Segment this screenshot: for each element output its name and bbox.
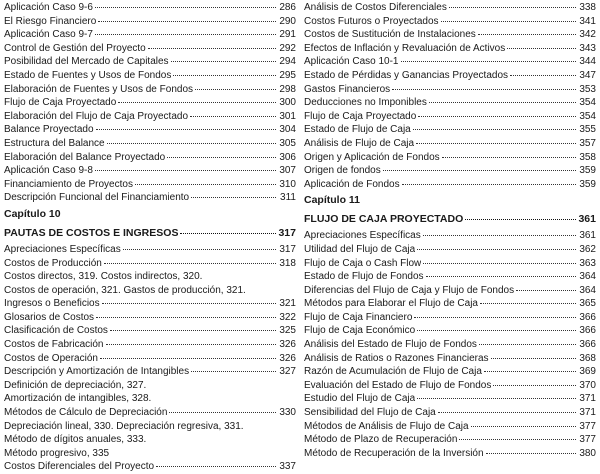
toc-entry-page: 321 xyxy=(279,298,296,310)
dot-leader xyxy=(493,385,576,386)
dot-leader xyxy=(195,89,276,90)
toc-entry xyxy=(4,164,296,178)
dot-leader xyxy=(478,34,576,35)
toc-entry-text: Razón de Acumulación de Flujo de Caja xyxy=(304,366,482,378)
toc-entry-page: 377 xyxy=(579,434,596,446)
dot-leader xyxy=(96,129,276,130)
toc-entry-page: 366 xyxy=(579,325,596,337)
toc-entry-text: Estado de Flujo de Caja xyxy=(304,124,411,136)
toc-entry-text: Posibilidad del Mercado de Capitales xyxy=(4,56,169,68)
dot-leader xyxy=(480,303,576,304)
toc-entry-text: Análisis de Costos Diferenciales xyxy=(304,2,447,13)
toc-entry xyxy=(304,297,596,311)
toc-entry xyxy=(304,15,596,29)
toc-entry-text: Financiamiento de Proyectos xyxy=(4,178,133,190)
dot-leader xyxy=(110,330,276,331)
chapter-number-text: Capítulo 10 xyxy=(4,207,61,220)
toc-entry xyxy=(4,55,296,69)
toc-entry-page: 342 xyxy=(579,29,596,41)
toc-entry-text: Clasificación de Costos xyxy=(4,325,108,337)
toc-entry-text: Flujo de Caja Financiero xyxy=(304,311,413,323)
toc-entry-text: Costos de Producción xyxy=(4,257,102,269)
toc-entry xyxy=(304,123,596,137)
toc-entry-page: 325 xyxy=(279,325,296,337)
dot-leader xyxy=(401,61,577,62)
toc-entry-text: Control de Gestión del Proyecto xyxy=(4,42,146,54)
toc-entry xyxy=(4,379,296,393)
toc-entry-text: El Riesgo Financiero xyxy=(4,15,97,27)
toc-entry xyxy=(4,420,296,434)
dot-leader xyxy=(95,7,276,8)
dot-leader xyxy=(441,21,576,22)
toc-entry-page: 366 xyxy=(579,311,596,323)
toc-entry xyxy=(304,243,596,257)
toc-entry-text: FLUJO DE CAJA PROYECTADO xyxy=(304,213,464,226)
toc-entry xyxy=(304,406,596,420)
toc-entry-page: 292 xyxy=(279,42,296,54)
toc-entry-page: 291 xyxy=(279,29,296,41)
dot-leader xyxy=(471,426,576,427)
toc-entry xyxy=(304,229,596,243)
toc-entry-text: Elaboración del Balance Proyectado xyxy=(4,151,166,163)
toc-entry-text: Apreciaciones Específicas xyxy=(4,243,121,255)
toc-entry xyxy=(4,151,296,165)
toc-entry-text: Descripción Funcional del Financiamiento xyxy=(4,192,190,204)
toc-right-column xyxy=(304,1,596,460)
dot-leader xyxy=(417,249,576,250)
toc-entry-page: 294 xyxy=(279,56,296,68)
toc-entry xyxy=(304,447,596,461)
toc-entry-text: Aplicación de Fondos xyxy=(304,178,400,190)
toc-entry xyxy=(4,178,296,192)
toc-entry xyxy=(4,311,296,325)
dot-leader xyxy=(459,439,576,440)
toc-entry xyxy=(4,284,296,298)
toc-entry-text: Costos de operación, 321. Gastos de producción, 321. xyxy=(4,284,246,296)
dot-leader xyxy=(416,143,576,144)
toc-entry-page: 304 xyxy=(279,124,296,136)
dot-leader xyxy=(95,34,276,35)
toc-entry xyxy=(304,96,596,110)
dot-leader xyxy=(426,276,576,277)
toc-entry-page: 326 xyxy=(279,352,296,364)
dot-leader xyxy=(479,344,576,345)
toc-entry xyxy=(304,284,596,298)
toc-entry-page: 290 xyxy=(279,15,296,27)
toc-entry-text: PAUTAS DE COSTOS E INGRESOS xyxy=(4,226,179,239)
toc-entry-text: Estado de Flujo de Fondos xyxy=(304,271,424,283)
dot-leader xyxy=(484,371,576,372)
toc-entry-text: Análisis del Estado de Flujo de Fondos xyxy=(304,339,477,351)
dot-leader xyxy=(100,358,276,359)
toc-entry-text: Utilidad del Flujo de Caja xyxy=(304,243,416,255)
toc-entry-page: 337 xyxy=(279,461,296,473)
toc-entry-text: Método de Plazo de Recuperación xyxy=(304,434,458,446)
toc-entry-page: 295 xyxy=(279,69,296,81)
toc-entry xyxy=(4,270,296,284)
toc-entry-text: Balance Proyectado xyxy=(4,124,94,136)
toc-entry xyxy=(304,164,596,178)
toc-entry-text: Métodos para Elaborar el Flujo de Caja xyxy=(304,298,478,310)
dot-leader xyxy=(417,398,576,399)
dot-leader xyxy=(171,61,276,62)
toc-entry xyxy=(304,83,596,97)
dot-leader xyxy=(123,249,276,250)
toc-entry-page: 305 xyxy=(279,137,296,149)
dot-leader xyxy=(423,235,576,236)
dot-leader xyxy=(98,21,276,22)
dot-leader xyxy=(510,75,576,76)
dot-leader xyxy=(491,358,576,359)
toc-entry-page: 310 xyxy=(279,178,296,190)
toc-entry-text: Costos de Fabricación xyxy=(4,339,104,351)
toc-entry xyxy=(304,379,596,393)
toc-entry xyxy=(4,69,296,83)
toc-entry-text: Evaluación del Estado de Flujo de Fondos xyxy=(304,379,492,391)
toc-entry-page: 330 xyxy=(279,407,296,419)
toc-entry xyxy=(304,110,596,124)
toc-entry xyxy=(4,365,296,379)
toc-entry-text: Sensibilidad del Flujo de Caja xyxy=(304,407,436,419)
toc-entry-page: 358 xyxy=(579,151,596,163)
toc-entry-page: 286 xyxy=(279,2,296,13)
toc-entry-text: Costos Futuros o Proyectados xyxy=(304,15,439,27)
toc-entry-text: Costos Diferenciales del Proyecto xyxy=(4,461,155,473)
toc-entry xyxy=(4,447,296,461)
toc-entry-text: Estado de Fuentes y Usos de Fondos xyxy=(4,69,172,81)
toc-entry-page: 341 xyxy=(579,15,596,27)
toc-entry xyxy=(304,257,596,271)
toc-entry-page: 354 xyxy=(579,97,596,109)
toc-entry-page: 301 xyxy=(279,110,296,122)
toc-entry xyxy=(4,243,296,257)
toc-entry-text: Aplicación Caso 9-6 xyxy=(4,2,93,13)
toc-entry-page: 344 xyxy=(579,56,596,68)
toc-entry-page: 311 xyxy=(280,192,296,204)
toc-entry xyxy=(304,42,596,56)
toc-entry-text: Glosarios de Costos xyxy=(4,311,95,323)
toc-entry-text: Elaboración del Flujo de Caja Proyectado xyxy=(4,110,188,122)
toc-entry xyxy=(304,270,596,284)
toc-entry-page: 361 xyxy=(578,213,596,226)
toc-entry xyxy=(4,338,296,352)
dot-leader xyxy=(191,371,276,372)
toc-entry xyxy=(4,83,296,97)
dot-leader xyxy=(190,116,276,117)
toc-entry xyxy=(304,420,596,434)
toc-entry xyxy=(304,55,596,69)
dot-leader xyxy=(486,453,576,454)
dot-leader xyxy=(429,102,576,103)
toc-entry-text: Origen de fondos xyxy=(304,165,381,177)
dot-leader xyxy=(438,412,576,413)
toc-entry-page: 317 xyxy=(278,226,296,239)
toc-entry-page: 353 xyxy=(579,83,596,95)
toc-entry-text: Estructura del Balance xyxy=(4,137,105,149)
toc-entry-text: Definición de depreciación, 327. xyxy=(4,379,147,391)
toc-entry-text: Amortización de intangibles, 328. xyxy=(4,393,152,405)
dot-leader xyxy=(465,219,576,220)
toc-entry-text: Origen y Aplicación de Fondos xyxy=(304,151,440,163)
toc-entry-text: Descripción y Amortización de Intangibles xyxy=(4,366,190,378)
toc-entry xyxy=(304,178,596,192)
toc-entry xyxy=(4,297,296,311)
dot-leader xyxy=(392,89,576,90)
dot-leader xyxy=(96,317,276,318)
toc-entry-text: Flujo de Caja Proyectado xyxy=(4,97,117,109)
toc-entry-text: Métodos de Cálculo de Depreciación xyxy=(4,407,168,419)
toc-entry-text: Aplicación Caso 10-1 xyxy=(304,56,399,68)
toc-left-column xyxy=(4,1,296,474)
toc-entry xyxy=(304,137,596,151)
toc-entry xyxy=(304,69,596,83)
toc-entry-text: Costos de Sustitución de Instalaciones xyxy=(304,29,476,41)
toc-entry xyxy=(4,110,296,124)
toc-entry xyxy=(4,42,296,56)
toc-entry-page: 366 xyxy=(579,339,596,351)
dot-leader xyxy=(106,344,277,345)
toc-entry-text: Aplicación Caso 9-8 xyxy=(4,165,93,177)
toc-entry xyxy=(4,96,296,110)
dot-leader xyxy=(156,466,276,467)
toc-entry xyxy=(304,392,596,406)
toc-entry xyxy=(4,392,296,406)
toc-entry-page: 327 xyxy=(279,366,296,378)
toc-entry-page: 361 xyxy=(579,230,596,242)
toc-entry-text: Elaboración de Fuentes y Usos de Fondos xyxy=(4,83,193,95)
chapter-number xyxy=(304,193,596,208)
toc-entry xyxy=(304,433,596,447)
chapter-number-text: Capítulo 11 xyxy=(304,194,361,207)
toc-entry-text: Aplicación Caso 9-7 xyxy=(4,29,93,41)
dot-leader xyxy=(95,170,276,171)
dot-leader xyxy=(402,184,576,185)
toc-entry-text: Flujo de Caja Proyectado xyxy=(304,110,417,122)
toc-entry-page: 307 xyxy=(279,165,296,177)
dot-leader xyxy=(173,75,276,76)
toc-entry-page: 343 xyxy=(579,42,596,54)
toc-entry-page: 371 xyxy=(579,407,596,419)
dot-leader xyxy=(516,290,576,291)
toc-entry xyxy=(304,352,596,366)
dot-leader xyxy=(180,233,276,234)
toc-entry-page: 363 xyxy=(579,257,596,269)
toc-entry xyxy=(4,28,296,42)
toc-entry-page: 359 xyxy=(579,165,596,177)
toc-entry-page: 377 xyxy=(579,420,596,432)
toc-entry-page: 322 xyxy=(279,311,296,323)
toc-entry-page: 357 xyxy=(579,137,596,149)
chapter-title xyxy=(304,211,596,227)
toc-entry-text: Depreciación lineal, 330. Depreciación regresiva, 331. xyxy=(4,420,244,432)
dot-leader xyxy=(449,7,576,8)
toc-entry-text: Costos de Operación xyxy=(4,352,98,364)
toc-entry-text: Método progresivo, 335 xyxy=(4,447,110,459)
toc-entry-text: Análisis de Ratios o Razones Financieras xyxy=(304,352,489,364)
chapter-title xyxy=(4,225,296,241)
dot-leader xyxy=(148,48,276,49)
toc-entry-page: 354 xyxy=(579,110,596,122)
dot-leader xyxy=(383,170,576,171)
toc-entry-page: 347 xyxy=(579,69,596,81)
toc-entry-page: 370 xyxy=(579,379,596,391)
toc-entry-text: Análisis de Flujo de Caja xyxy=(304,137,415,149)
toc-entry-page: 359 xyxy=(579,178,596,190)
toc-entry-page: 300 xyxy=(279,97,296,109)
toc-entry-page: 326 xyxy=(279,339,296,351)
toc-entry-page: 365 xyxy=(579,298,596,310)
dot-leader xyxy=(169,412,276,413)
dot-leader xyxy=(118,102,276,103)
toc-entry xyxy=(4,352,296,366)
toc-entry-text: Método de Recuperación de la Inversión xyxy=(304,447,484,459)
toc-entry xyxy=(304,1,596,15)
toc-entry-text: Ingresos o Beneficios xyxy=(4,298,100,310)
toc-entry xyxy=(4,433,296,447)
toc-entry-page: 364 xyxy=(579,284,596,296)
toc-entry xyxy=(4,324,296,338)
toc-entry-text: Gastos Financieros xyxy=(304,83,391,95)
toc-entry xyxy=(304,28,596,42)
toc-entry-text: Estado de Pérdidas y Ganancias Proyectados xyxy=(304,69,509,81)
dot-leader xyxy=(107,143,276,144)
dot-leader xyxy=(102,303,276,304)
toc-entry-text: Diferencias del Flujo de Caja y Flujo de Fondos xyxy=(304,284,515,296)
dot-leader xyxy=(135,184,276,185)
toc-entry xyxy=(304,151,596,165)
toc-entry-text: Flujo de Caja Económico xyxy=(304,325,416,337)
dot-leader xyxy=(418,116,576,117)
toc-entry-page: 355 xyxy=(579,124,596,136)
toc-entry-text: Efectos de Inflación y Revaluación de Activos xyxy=(304,42,506,54)
dot-leader xyxy=(167,157,276,158)
toc-entry-page: 362 xyxy=(579,243,596,255)
toc-entry xyxy=(304,365,596,379)
dot-leader xyxy=(417,330,576,331)
toc-entry-page: 368 xyxy=(579,352,596,364)
toc-entry-page: 369 xyxy=(579,366,596,378)
toc-entry-text: Deducciones no Imponibles xyxy=(304,97,427,109)
dot-leader xyxy=(413,129,576,130)
toc-entry xyxy=(304,324,596,338)
toc-entry xyxy=(4,191,296,205)
toc-entry xyxy=(4,406,296,420)
dot-leader xyxy=(104,263,276,264)
dot-leader xyxy=(191,197,276,198)
toc-entry-text: Costos directos, 319. Costos indirectos, 320. xyxy=(4,271,203,283)
toc-entry xyxy=(4,137,296,151)
toc-entry-page: 298 xyxy=(279,83,296,95)
dot-leader xyxy=(507,48,576,49)
toc-entry-page: 364 xyxy=(579,271,596,283)
toc-entry xyxy=(4,123,296,137)
toc-entry-text: Flujo de Caja o Cash Flow xyxy=(304,257,422,269)
toc-entry-text: Apreciaciones Específicas xyxy=(304,230,421,242)
toc-entry-text: Métodos de Análisis de Flujo de Caja xyxy=(304,420,469,432)
toc-entry xyxy=(4,460,296,474)
toc-entry-page: 338 xyxy=(579,2,596,13)
toc-entry-page: 371 xyxy=(579,393,596,405)
toc-entry-page: 318 xyxy=(279,257,296,269)
dot-leader xyxy=(442,157,576,158)
toc-entry xyxy=(304,338,596,352)
chapter-number xyxy=(4,207,296,222)
toc-entry-page: 380 xyxy=(579,447,596,459)
toc-entry-page: 317 xyxy=(279,243,296,255)
toc-entry xyxy=(4,1,296,15)
toc-entry-page: 306 xyxy=(279,151,296,163)
dot-leader xyxy=(414,317,576,318)
dot-leader xyxy=(423,263,576,264)
toc-entry-text: Estudio del Flujo de Caja xyxy=(304,393,416,405)
toc-entry xyxy=(304,311,596,325)
toc-entry xyxy=(4,257,296,271)
toc-entry-text: Método de dígitos anuales, 333. xyxy=(4,434,147,446)
toc-entry xyxy=(4,15,296,29)
